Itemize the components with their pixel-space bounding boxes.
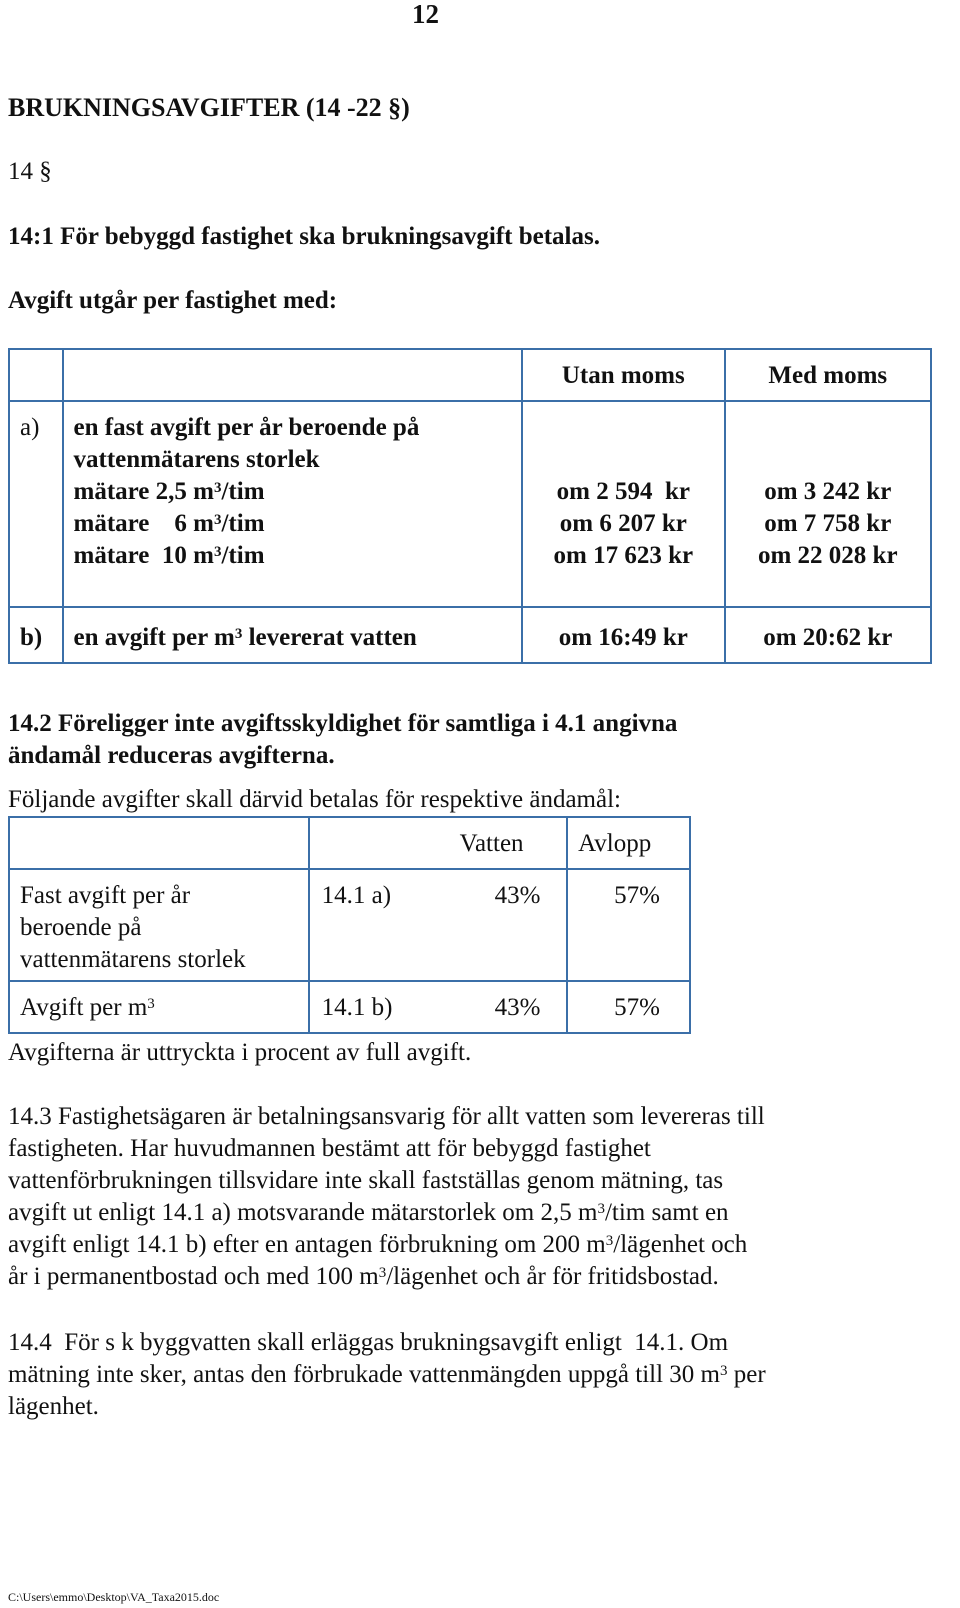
section-heading: BRUKNINGSAVGIFTER (14 -22 §) [8, 93, 410, 122]
med-moms-value: om 3 242 kr [764, 478, 892, 505]
meter-line-3: mätare 10 $m^3$/tim [73, 542, 265, 569]
utan-moms-value: om 6 207 kr [559, 510, 687, 537]
distribution-row-m3-label: Avgift per $m^3$ [9, 981, 309, 1033]
fee-row-b [9, 607, 931, 663]
distribution-row-fast-label: Fast avgift per år beroende på vattenmätarens storlek [9, 869, 309, 981]
paragraph-procent: Avgifterna är uttryckta i procent av full avgift. [8, 1039, 472, 1066]
fee-row-a-description [63, 401, 523, 607]
med-moms-value: om 22 028 kr [757, 542, 898, 569]
distribution-header-avlopp: Avlopp [567, 817, 690, 869]
paragraph-14-4: 14.4 För s k byggvatten skall erläggas brukningsavgift enligt 14.1. Om mätning inte sker, antas den förbrukade vattenmängden uppgå till 30 $m^3$ per lägenhet. [8, 1329, 766, 1420]
med-moms-value: om 7 758 kr [764, 510, 892, 537]
distribution-row-m3-vatten: 43% [494, 994, 541, 1021]
paragraph-14-3: 14.3 Fastighetsägaren är betalningsansvarig för allt vatten som levereras till fastigheten. Har huvudmannen bestämt att för bebyggd fastighet vattenförbrukningen tillsvidare inte skall fastställas genom mätning, tas avgift ut enligt 14.1 a) motsvarande mätarstorlek om 2,5 $m^3$/tim samt en avgift enligt 14.1 b) efter en antagen förbrukning om 200 $m^3$/lägenhet och år i permanentbostad och med 100 $m^3$/lägenhet och år för fritidsbostad. [8, 1103, 765, 1290]
distribution-row-m3 [9, 981, 690, 1033]
row-a-line2: vattenmätarens storlek [73, 446, 320, 473]
distribution-table [8, 816, 691, 1034]
distribution-row-m3-avlopp: 57% [567, 981, 690, 1033]
paragraph-14: 14 § [8, 158, 52, 185]
meter-line-1: mätare 2,5 $m^3$/tim [73, 478, 265, 505]
fee-table-cell [9, 349, 63, 401]
row-a-line1: en fast avgift per år beroende på [73, 414, 420, 441]
fee-table-cell [63, 349, 523, 401]
fee-row-b-med-moms: om 20:62 kr [725, 607, 931, 663]
distribution-header-vatten: Vatten [309, 817, 567, 869]
fee-table [8, 348, 932, 664]
distribution-row-fast-avlopp: 57% [567, 869, 690, 981]
distribution-row-fast-ref: 14.1 a) 43% [309, 869, 567, 981]
paragraph-foljande: Följande avgifter skall därvid betalas för respektive ändamål: [8, 786, 621, 813]
meter-line-2: mätare 6 $m^3$/tim [73, 510, 265, 537]
paragraph-14-2: 14.2 Föreligger inte avgiftsskyldighet för samtliga i 4.1 angivna ändamål reduceras avgifterna. [8, 710, 678, 769]
fee-table-header-row [9, 349, 931, 401]
distribution-cell [9, 817, 309, 869]
paragraph-avgift-intro: Avgift utgår per fastighet med: [8, 287, 338, 314]
header-med-moms: Med moms [725, 349, 931, 401]
paragraph-14-1: 14:1 För bebyggd fastighet ska brukningsavgift betalas. [8, 223, 600, 250]
utan-moms-value: om 2 594 kr [556, 478, 690, 505]
distribution-row-fast [9, 869, 690, 981]
fee-row-b-utan-moms: om 16:49 kr [522, 607, 725, 663]
utan-moms-value: om 17 623 kr [553, 542, 694, 569]
fee-row-a [9, 401, 931, 607]
distribution-row-m3-ref: 14.1 b) 43% [309, 981, 567, 1033]
fee-row-b-label: b) [9, 607, 63, 663]
page-number: 12 [412, 0, 439, 29]
fee-row-a-med-moms [725, 401, 931, 607]
footer-file-path: C:\Users\emmo\Desktop\VA_Taxa2015.doc [8, 1590, 220, 1604]
header-utan-moms: Utan moms [522, 349, 725, 401]
fee-row-a-utan-moms [522, 401, 725, 607]
distribution-row-fast-vatten: 43% [494, 882, 541, 909]
fee-row-a-label: a) [9, 401, 63, 607]
distribution-header-row [9, 817, 690, 869]
fee-row-b-description: en avgift per $m^3$ levererat vatten [63, 607, 523, 663]
